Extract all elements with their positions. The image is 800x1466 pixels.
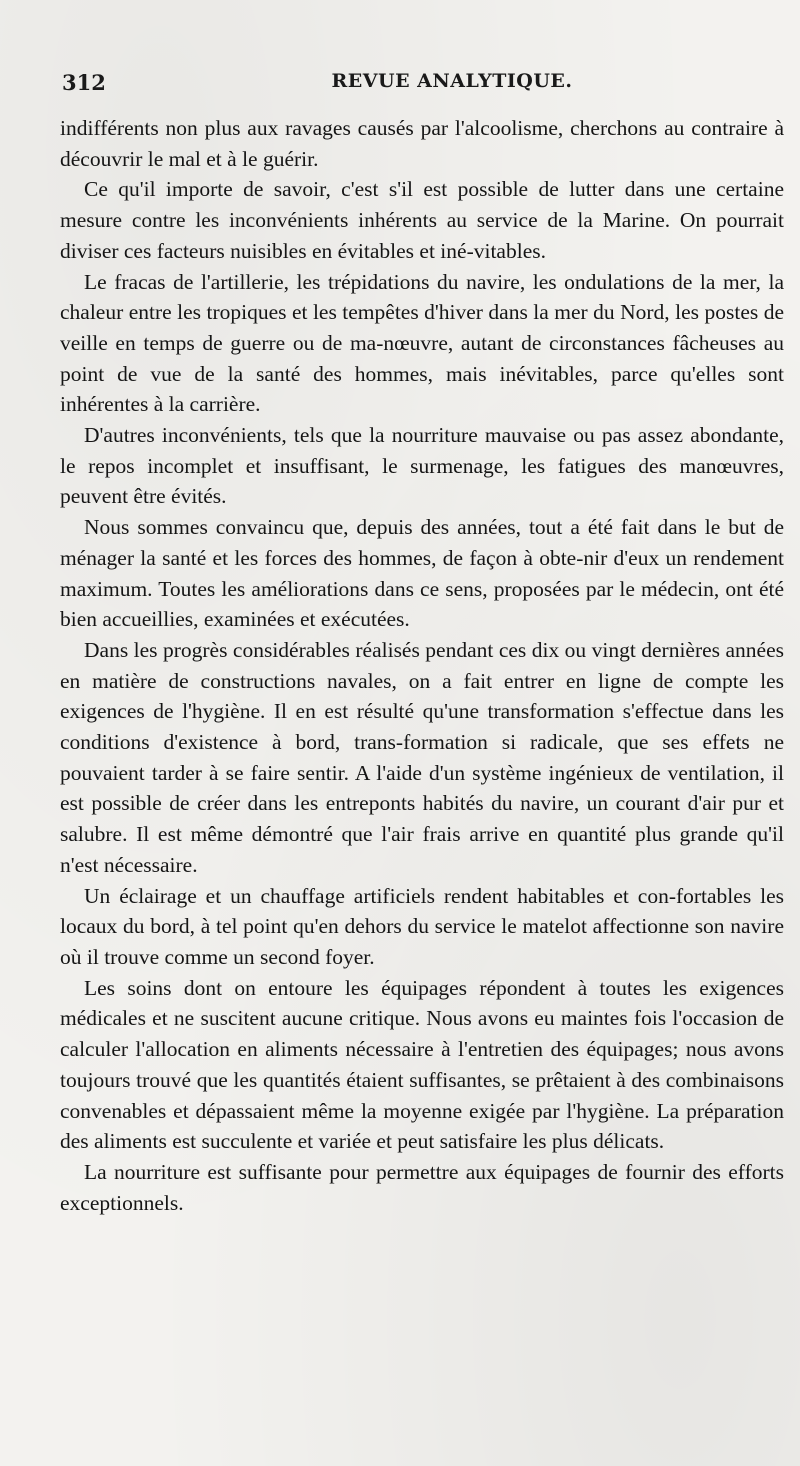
paragraph: D'autres inconvénients, tels que la nourriture mauvaise ou pas assez abondante, le repos incomplet et insuffisant, le surmenage, les fatigues des manœuvres, peuvent être évités. bbox=[60, 423, 784, 509]
paragraph: Un éclairage et un chauffage artificiels rendent habitables et con-fortables les locaux du bord, à tel point qu'en dehors du service le matelot affectionne son navire où il trouve comme un second foyer. bbox=[60, 883, 784, 969]
paragraph: La nourriture est suffisante pour permettre aux équipages de fournir des efforts exceptionnels. bbox=[60, 1159, 784, 1215]
paragraph: Les soins dont on entoure les équipages répondent à toutes les exigences médicales et ne suscitent aucune critique. Nous avons eu maintes fois l'occasion de calculer l'allocation en aliments nécessaire à l'entretien des équipages; nous avons toujours trouvé que les quantités étaient suffisantes, se prêtaient à des combinaisons convenables et dépassaient même la moyenne exigée par l'hygiène. La préparation des aliments est succulente et variée et peut satisfaire les plus délicats. bbox=[60, 975, 784, 1154]
paragraph: Nous sommes convaincu que, depuis des années, tout a été fait dans le but de ménager la santé et les forces des hommes, de façon à obte-nir d'eux un rendement maximum. Toutes les améliorations dans ce sens, proposées par le médecin, ont été bien accueillies, examinées et exécutées. bbox=[60, 515, 784, 632]
page-number: 312 bbox=[62, 70, 106, 95]
body-text bbox=[60, 113, 784, 1218]
paragraph: indifférents non plus aux ravages causés par l'alcoolisme, cherchons au contraire à découvrir le mal et à le guérir. bbox=[60, 116, 784, 171]
paragraph: Le fracas de l'artillerie, les trépidations du navire, les ondulations de la mer, la chaleur entre les tropiques et les tempêtes d'hiver dans la mer du Nord, les postes de veille en temps de guerre ou de ma-nœuvre, autant de circonstances fâcheuses au point de vue de la santé des hommes, mais inévitables, parce qu'elles sont inhérentes à la carrière. bbox=[60, 269, 784, 417]
running-title: REVUE ANALYTIQUE. bbox=[331, 70, 573, 92]
paragraph: Dans les progrès considérables réalisés pendant ces dix ou vingt dernières années en matière de constructions navales, on a fait entrer en ligne de compte les exigences de l'hygiène. Il en est résulté qu'une transformation s'effectue dans les conditions d'existence à bord, trans-formation si radicale, que ses effets ne pouvaient tarder à se faire sentir. A l'aide d'un système ingénieux de ventilation, il est possible de créer dans les entreponts habités du navire, un courant d'air pur et salubre. Il est même démontré que l'air frais arrive en quantité plus grande qu'il n'est nécessaire. bbox=[60, 637, 784, 877]
page-header bbox=[62, 70, 784, 100]
paragraph: Ce qu'il importe de savoir, c'est s'il est possible de lutter dans une certaine mesure contre les inconvénients inhérents au service de la Marine. On pourrait diviser ces facteurs nuisibles en évitables et iné-vitables. bbox=[60, 177, 784, 263]
